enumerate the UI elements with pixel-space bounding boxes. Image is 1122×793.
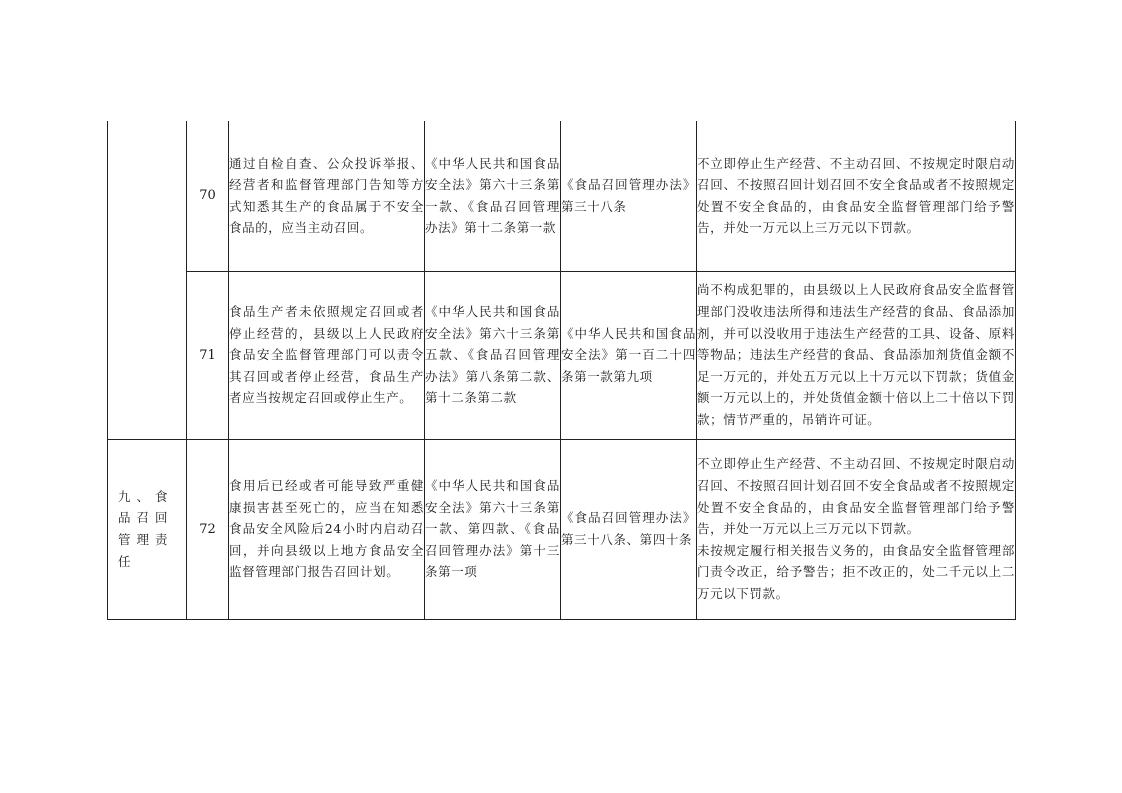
basis-cell bbox=[425, 439, 561, 619]
basis-cell bbox=[425, 271, 561, 439]
penalty-law-cell bbox=[561, 271, 697, 439]
penalty-law-cell bbox=[561, 439, 697, 619]
penalty-cell bbox=[697, 121, 1016, 271]
item-number: 70 bbox=[187, 121, 229, 271]
item-number: 71 bbox=[187, 271, 229, 439]
description-text: 食品生产者未依照规定召回或者停止经营的，县级以上人民政府食品安全监督管理部门可以责令其召回或者停止经营，食品生产者应当按规定召回或停止生产。 bbox=[229, 304, 424, 406]
category-cell bbox=[108, 121, 187, 439]
table-row bbox=[108, 121, 1016, 271]
item-number: 72 bbox=[187, 439, 229, 619]
penalty-law-text: 《食品召回管理办法》第三十八条 bbox=[561, 177, 696, 214]
description-text: 食用后已经或者可能导致严重健康损害甚至死亡的，应当在知悉食品安全风险后24小时内启动召回，并向县级以上地方食品安全监督管理部门报告召回计划。 bbox=[229, 478, 424, 580]
basis-cell bbox=[425, 121, 561, 271]
basis-text: 《中华人民共和国食品安全法》第六十三条第五款、《食品召回管理办法》第八条第二款、第十二条第二款 bbox=[425, 304, 560, 406]
penalty-text bbox=[697, 279, 1015, 430]
penalty-paragraph: 未按规定履行相关报告义务的，由食品安全监督管理部门责令改正，给予警告；拒不改正的，处二千元以上二万元以下罚款。 bbox=[697, 542, 1015, 601]
penalty-cell bbox=[697, 271, 1016, 439]
description-cell bbox=[229, 439, 425, 619]
basis-text: 《中华人民共和国食品安全法》第六十三条第一款、《食品召回管理办法》第十二条第一款 bbox=[425, 155, 560, 236]
table-row bbox=[108, 439, 1016, 619]
penalty-law-text: 《食品召回管理办法》第三十八条、第四十条 bbox=[561, 510, 696, 547]
penalty-paragraph: 不立即停止生产经营、不主动召回、不按规定时限启动召回、不按照召回计划召回不安全食品或者不按照规定处置不安全食品的，由食品安全监督管理部门给予警告，并处一万元以上三万元以下罚款。 bbox=[697, 155, 1015, 236]
table-row bbox=[108, 271, 1016, 439]
penalty-law-text: 《中华人民共和国食品安全法》第一百二十四条第一款第九项 bbox=[561, 325, 696, 384]
penalty-paragraph: 不立即停止生产经营、不主动召回、不按规定时限启动召回、不按照召回计划召回不安全食品或者不按照规定处置不安全食品的，由食品安全监督管理部门给予警告，并处一万元以上三万元以下罚款。 bbox=[697, 456, 1015, 537]
penalty-text bbox=[697, 153, 1015, 239]
description-cell bbox=[229, 271, 425, 439]
penalty-paragraph: 尚不构成犯罪的，由县级以上人民政府食品安全监督管理部门没收违法所得和违法生产经营的食品、食品添加剂，并可以没收用于违法生产经营的工具、设备、原料等物品；违法生产经营的食品、食品添加剂货值金额不足一万元的，并处五万元以上十万元以下罚款；货值金额一万元以上的，并处货值金额十倍以上二十倍以下罚款；情节严重的，吊销许可证。 bbox=[697, 282, 1015, 427]
category-cell bbox=[108, 439, 187, 619]
penalty-cell bbox=[697, 439, 1016, 619]
category-label: 九、食品召回管理责任 bbox=[118, 488, 174, 569]
description-text: 通过自检自查、公众投诉举报、经营者和监督管理部门告知等方式知悉其生产的食品属于不安全食品的，应当主动召回。 bbox=[229, 155, 424, 236]
penalty-law-cell bbox=[561, 121, 697, 271]
basis-text: 《中华人民共和国食品安全法》第六十三条第一款、第四款、《食品召回管理办法》第十三条第一项 bbox=[425, 478, 560, 580]
responsibility-table bbox=[107, 121, 1016, 620]
penalty-text bbox=[697, 453, 1015, 604]
description-cell bbox=[229, 121, 425, 271]
